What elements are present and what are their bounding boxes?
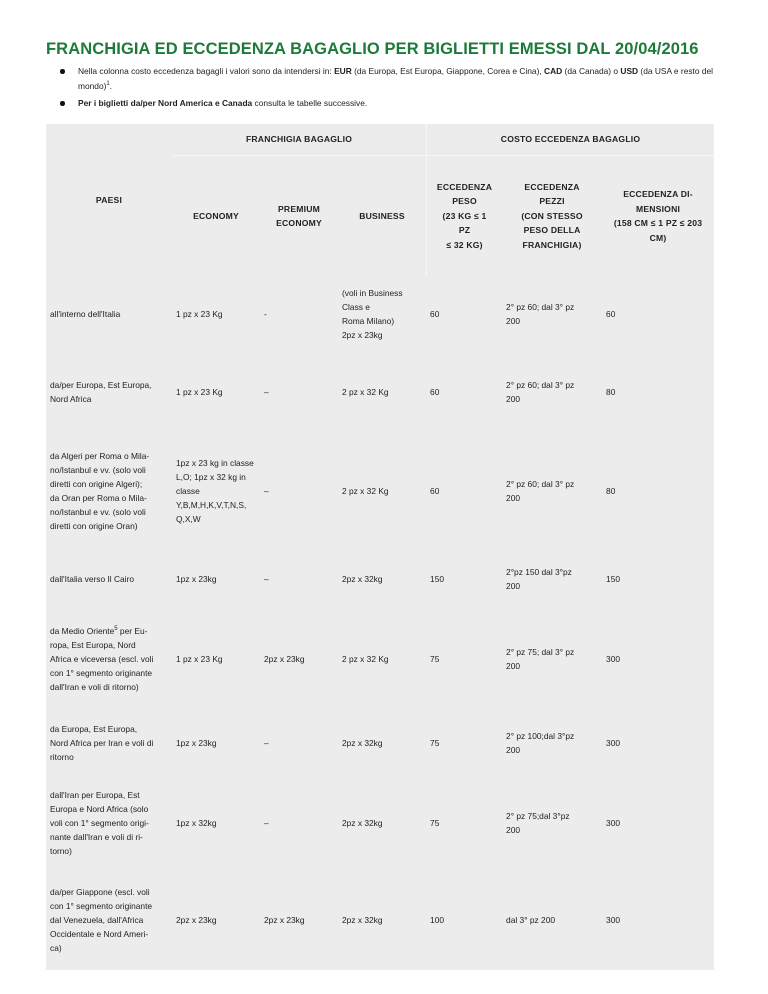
cell-dimensioni: 150	[606, 574, 621, 584]
table-row	[46, 432, 714, 550]
cell-business: 2 pz x 32 Kg	[342, 654, 389, 664]
col-header-business: BUSINESS	[359, 210, 405, 221]
cell-economy: 1pz x 23 kg in classe L,O; 1pz x 32 kg in classe Y,B,M,H,K,V,T,N,S, Q,X,W	[176, 458, 254, 524]
cell-dimensioni: 60	[606, 309, 616, 319]
cell-business: 2pz x 32kg	[342, 818, 383, 828]
cell-country: da Europa, Est Europa, Nord Africa per Iran e voli di ritorno	[50, 724, 154, 762]
group-header-franchigia: FRANCHIGIA BAGAGLIO	[172, 124, 426, 156]
col-header-eccedenza-pezzi: ECCEDENZA PEZZI (CON STESSO PESO DELLA FRANCHIGIA)	[521, 181, 583, 250]
col-header-eccedenza-dimensioni: ECCEDENZA DI- MENSIONI (158 CM ≤ 1 PZ ≤ 203 CM)	[613, 189, 703, 243]
cell-economy: 1pz x 32kg	[176, 818, 217, 828]
cell-country: da Medio Oriente$^5$ per Eu- ropa, Est Europa, Nord Africa e viceversa (escl. voli con 1° segmento originante dall'Iran e voli di ritorno)	[50, 626, 154, 692]
cell-business: 2pz x 32kg	[342, 574, 383, 584]
cell-pezzi: 2° pz 100;dal 3°pz 200	[506, 731, 575, 755]
cell-pezzi: 2° pz 75;dal 3°pz 200	[506, 811, 570, 835]
footnote-ref: 1	[106, 80, 110, 87]
cell-country: all'interno dell'Italia	[50, 309, 121, 319]
cell-premium: –	[264, 486, 269, 496]
col-header-premium: PREMIUM ECONOMY	[276, 203, 322, 228]
table-row	[46, 550, 714, 608]
cell-economy: 1 pz x 23 Kg	[176, 309, 223, 319]
cell-pezzi: 2° pz 60; dal 3° pz 200	[506, 302, 575, 326]
cell-pezzi: 2° pz 60; dal 3° pz 200	[506, 380, 575, 404]
table-row	[46, 870, 714, 970]
cell-peso: 150	[430, 574, 445, 584]
cell-economy: 2pz x 23kg	[176, 915, 217, 925]
cell-dimensioni: 300	[606, 738, 621, 748]
footnote-ref: 5	[114, 626, 118, 633]
page-title: FRANCHIGIA ED ECCEDENZA BAGAGLIO PER BIGLIETTI EMESSI DAL 20/04/2016	[46, 40, 699, 58]
table-row	[46, 710, 714, 776]
cell-country: da/per Europa, Est Europa, Nord Africa	[50, 380, 152, 404]
cell-business: (voli in Business Class e Roma Milano) 2pz x 23kg	[342, 288, 403, 340]
cell-peso: 60	[430, 486, 440, 496]
cell-pezzi: dal 3° pz 200	[506, 915, 556, 925]
cell-pezzi: 2° pz 75; dal 3° pz 200	[506, 647, 575, 671]
table-row	[46, 608, 714, 710]
cell-pezzi: 2°pz 150 dal 3°pz 200	[506, 567, 572, 591]
cell-country: da Algeri per Roma o Mila- no/Istanbul e vv. (solo voli diretti con origine Algeri); da Oran per Roma o Mila- no/Istanbul e vv. (solo voli diretti con origine Oran)	[50, 451, 150, 531]
cell-premium: –	[264, 387, 269, 397]
note-north-america: Per i biglietti da/per Nord America e Canada consulta le tabelle successive.	[46, 96, 722, 111]
cell-dimensioni: 80	[606, 387, 616, 397]
cell-premium: –	[264, 574, 269, 584]
cell-country: da/per Giappone (escl. voli con 1° segmento originante dal Venezuela, dall'Africa Occidentale e Nord Ameri- ca)	[50, 887, 153, 953]
cell-peso: 75	[430, 654, 440, 664]
cell-business: 2pz x 32kg	[342, 915, 383, 925]
cell-economy: 1 pz x 23 Kg	[176, 387, 223, 397]
cell-economy: 1pz x 23kg	[176, 738, 217, 748]
cell-peso: 60	[430, 387, 440, 397]
cell-peso: 75	[430, 738, 440, 748]
cell-peso: 75	[430, 818, 440, 828]
col-header-eccedenza-peso: ECCEDENZA PESO (23 KG ≤ 1 PZ ≤ 32 KG)	[426, 156, 502, 276]
baggage-table	[46, 124, 714, 970]
note-currency: Nella colonna costo eccedenza bagagli i valori sono da intendersi in: EUR (da Europa, Est Europa, Giappone, Corea e Cina), CAD (da Canada) o USD (da USA e resto del mondo)$^1$.	[46, 64, 722, 93]
cell-premium: 2pz x 23kg	[264, 915, 305, 925]
cell-premium: –	[264, 818, 269, 828]
cell-economy: 1 pz x 23 Kg	[176, 654, 223, 664]
cell-peso: 100	[430, 915, 445, 925]
col-header-economy: ECONOMY	[193, 210, 239, 221]
cell-premium: 2pz x 23kg	[264, 654, 305, 664]
cell-premium: –	[264, 738, 269, 748]
cell-economy: 1pz x 23kg	[176, 574, 217, 584]
table-row	[46, 352, 714, 432]
cell-country: dall'Italia verso Il Cairo	[50, 574, 134, 584]
cell-business: 2pz x 32kg	[342, 738, 383, 748]
cell-peso: 60	[430, 309, 440, 319]
cell-business: 2 pz x 32 Kg	[342, 486, 389, 496]
notes-list	[46, 64, 722, 111]
table-row	[46, 776, 714, 870]
cell-business: 2 pz x 32 Kg	[342, 387, 389, 397]
cell-dimensioni: 300	[606, 818, 621, 828]
cell-country: dall'Iran per Europa, Est Europa e Nord Africa (solo voli con 1° segmento origi- nante dall'Iran e voli di ri- torno)	[50, 790, 149, 856]
cell-premium: -	[264, 309, 267, 319]
table-row	[46, 276, 714, 352]
cell-pezzi: 2° pz 60; dal 3° pz 200	[506, 479, 575, 503]
col-header-paesi: PAESI	[95, 194, 123, 205]
group-header-costo: COSTO ECCEDENZA BAGAGLIO	[426, 124, 714, 156]
cell-dimensioni: 300	[606, 654, 621, 664]
cell-dimensioni: 300	[606, 915, 621, 925]
cell-dimensioni: 80	[606, 486, 616, 496]
